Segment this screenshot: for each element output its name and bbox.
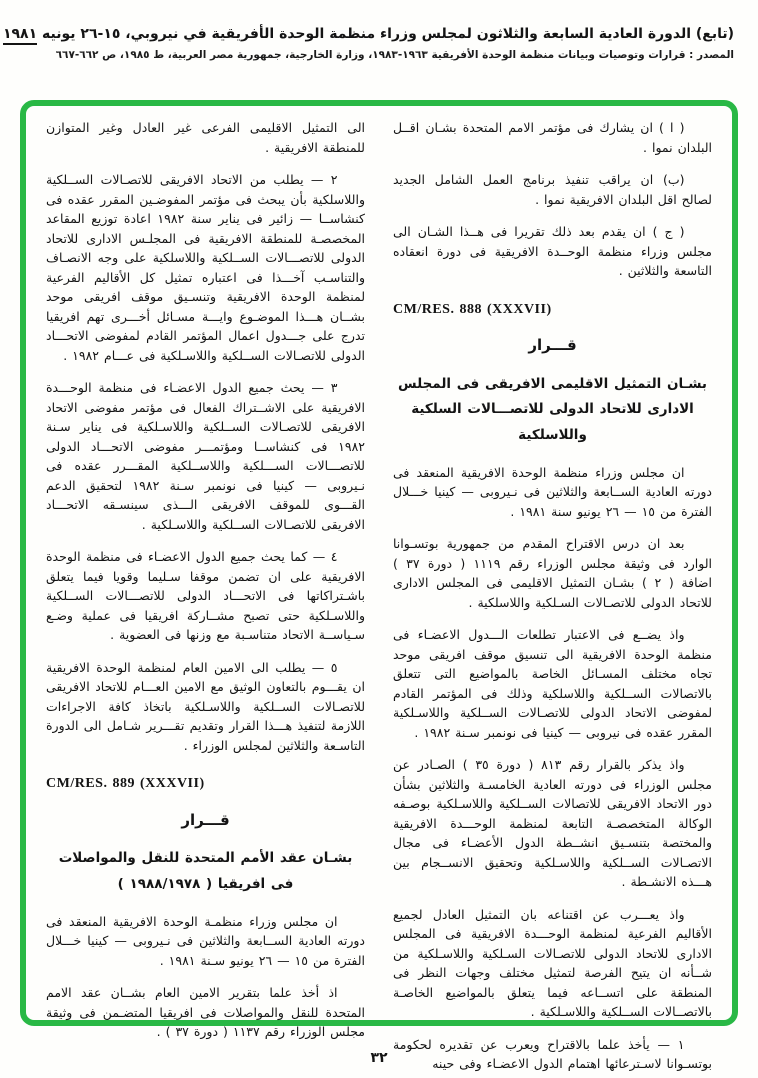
resolution-title: قـــرار [528,336,577,355]
page-header [0,0,758,61]
clause-b: (ب) ان يراقب تنفيذ برنامج العمل الشامل الجديد لصالح اقل البلدان الافريقية نموا . [393,172,712,207]
page-footer [0,1047,758,1066]
continuation-text: الى التمثيل الاقليمى الفرعى غير العادل وغير المتوازن للمنطقة الافريقية . [46,120,365,155]
resolution-subject-889: بشـان عقد الأمم المتحدة للنقل والمواصلات فى افريقيا ( ١٩٨٨/١٩٧٨ ) [58,850,353,892]
column-right [393,118,712,1072]
operative-1: ١ — يأخذ علما بالاقتراح ويعرب عن تقديره لحكومة بوتسـوانا لاسـترعائها اهتمام الدول الاعضـاء وفى حينه [393,1036,712,1072]
preamble-session: ان مجلس وزراء منظمة الوحدة الافريقية المنعقد فى دورته العادية الســابعة والثلاثين فى نـيروبى — كينيا خـــلال الفترة من ١٥ — ٢٦ يونيو سنة ١٩٨١ . [393,464,712,519]
preamble-session: ان مجلس وزراء منظمـة الوحدة الافريقية المنعقد فى دورته العادية الســابعة والثلاثين فى نـيروبى — كينيا خـــلال الفترة من ١٥ — ٢٦ يونيو سـنة ١٩٨١ . [46,913,365,968]
clause-c: ( ج ) ان يقدم بعد ذلك تقريرا فى هــذا الشـان الى مجلس وزراء منظمة الوحــدة الافريقية فى دورة انعقاده التاسعة والثلاثين . [393,224,712,278]
document-title-year: ١٩٨١ [3,26,37,45]
document-title-text: (تابع) الدورة العادية السابعة والثلاثون لمجلس وزراء منظمة الوحدة الأفريقية في نيروبي، ١٥-٢٦ يونيه [42,26,734,42]
resolution-subject-888: بشـان التمثيل الاقليمى الافريقى فى المجلس الادارى للاتحاد الدولى للاتصـــالات السلكية واللاسلكية [397,375,708,443]
resolution-number-888: CM/RES. 888 (XXXVII) [393,301,552,317]
resolution-number-889: CM/RES. 889 (XXXVII) [46,776,205,791]
page-number: ٣٢ [370,1050,388,1066]
preamble-recalling: واذ يذكر بالقرار رقم ٨١٣ ( دورة ٣٥ ) الصـادر عن مجلس الوزراء فى دورته العادية الخامسـة والثلاثين بشأن دور الاتحاد الافريقى للاتصالات الســلكية واللاسـلكية بوصـفه الوكالة المتخصصـة التابعة لمنظمة الوحـــدة الافريقية والمختصة بتنسـيق انشــطة الدول الأعضـاء فى مجال الاتصـالات الســلكية واللاسـلكية وتحقيق الانســجام بين هـــذه الانشـطة . [393,757,712,890]
preamble-convinced: واذ يعـــرب عن اقتناعه بان التمثيل العادل لجميع الأقاليم الفرعية لمنظمة الوحـــدة الافريقية فى المجلس الادارى للاتحاد الدولى للاتصـالات السـلكية واللاسـلكية من شــأنه ان يتيح الفرصة لتمثيل مختلف وجهات النظر فى المنطقة على اتســاعه فيما يتعلق بالمواضيع الخاصـة بالاتصــالات الســلكية واللاسـلكية . [393,906,712,1020]
document-title [2,26,734,42]
operative-2: ٢ — يطلب من الاتحاد الافريقى للاتصـالات الســلكية واللاسلكية بأن يبحث فى مؤتمر المفوضـين المقرر عقده فى كنشاســا — زائير فى يناير سنة ١٩٨٢ اعادة توزيع المقاعد المخصصـة للمنطقة الافريقية فى المجلـس الادارى للاتحاد الدولى للاتصـــالات الســلكية واللاسلكية على وجه الانصـاف والتناسـب آخـــذا فى اعتباره تمثيل كل الأقاليم الفرعية لمنظمة الوحدة الافريقية وتنسـيق موقف افريقى موحد بشــان هـــذا الموضـوع وايـــة مسـائل أخـــرى تهم افريقيا تدرج على جـــدول اعمال المؤتمر القادم لمفوضى الاتحـــاد الدولى للاتصـالات الســلكية واللاسـلكية فى عـــام ١٩٨٢ . [46,172,365,363]
resolution-title: قـــرار [181,810,230,829]
preamble-report: اذ أخذ علما بتقرير الامين العام بشــان عقد الامم المتحدة للنقل والمواصلات فى افريقيا المتضـمن فى وثيقة مجلس الوزراء رقم ١١٣٧ ( دورة ٣٧ ) . [46,985,365,1039]
document-source-line: المصدر : قرارات وتوصيات وبيانات منظمة الوحدة الأفريقية ١٩٦٣-١٩٨٣، وزارة الخارجية، جمهورية مصر العربية، ط ١٩٨٥، ص ٦٦٢-٦٦٧ [55,49,734,61]
preamble-considering: واذ يضــع فى الاعتبار تطلعات الـــدول الاعضـاء فى منظمة الوحدة الافريقية الى تنسيق موقف افريقى موحد تجاه مختلف المسـائل الخاصة بالمواضيع التى تتعلق بالاتصالات الســلكية واللاسلكية وذلك فى المؤتمر القادم لمفوضى الاتحاد الدولى للاتصـالات الســلكية واللاسـلكية المقرر عقده فى نيروبى — كينيا فى نونمبر سـنة ١٩٨٢ . [393,627,712,740]
clause-a: ( ا ) ان يشارك فى مؤتمر الامم المتحدة بشـان اقــل البلدان نموا . [393,120,712,155]
operative-5: ٥ — يطلب الى الامين العام لمنظمة الوحدة الافريقية ان يقـــوم بالتعاون الوثيق مع الامين العـــام للاتحاد الافريقى للاتصـالات الســلكية واللاسـلكية باتخاذ كافة الاجراءات اللازمة لتنفيذ هـــذا القرار وتقديم تقـــرير شـامل الى الدورة التاسـعة والثلاثين لمجلس الوزراء . [46,659,365,753]
operative-4: ٤ — كما يحث جميع الدول الاعضـاء فى منظمة الوحدة الافريقية على ان تضمن موقفا سـليما وقويا فيما يتعلق باشـتراكاتها فى الاتحـــاد الدولى للاتصـــالات الســلكية واللاسـلكية حتى تصبح مشــاركة افريقيا فى عملية وضـع سـياســة الاتحاد متناسـبة مع وزنها فى العضوية . [46,549,365,642]
column-left [46,118,365,1039]
preamble-proposal: بعد ان درس الاقتراح المقدم من جمهورية بوتسـوانا الوارد فى وثيقة مجلس الوزراء رقم ١١١٩ ( دورة ٣٧ ) اضافة ( ٢ ) بشـان التمثيل الاقليمى فى المجلس الادارى للاتحاد الدولى للاتصـالات السـلكية واللاسلكية . [393,536,712,610]
operative-3: ٣ — يحث جميع الدول الاعضـاء فى منظمة الوحـــدة الافريقية على الاشــتراك الفعال فى مؤتمر مفوضى الاتحاد الافريقى للاتصـالات الســلكية واللاسـلكية فى يناير سـنة ١٩٨٢ فى كنشاســا ومؤتمـــر مفوضى الاتحـــاد الدولى للاتصـــالات الســـلكية واللاســلكية المقـــرر عقده فى نـيروبى — كينيا فى نونمبر سـنة ١٩٨٢ لتحقيق الدعم القـــوى للموقف الافريقى الـــذى سينسـقه الاتحـــاد الافريقى للاتصـالات الســلكية واللاسـلكية . [46,380,365,532]
